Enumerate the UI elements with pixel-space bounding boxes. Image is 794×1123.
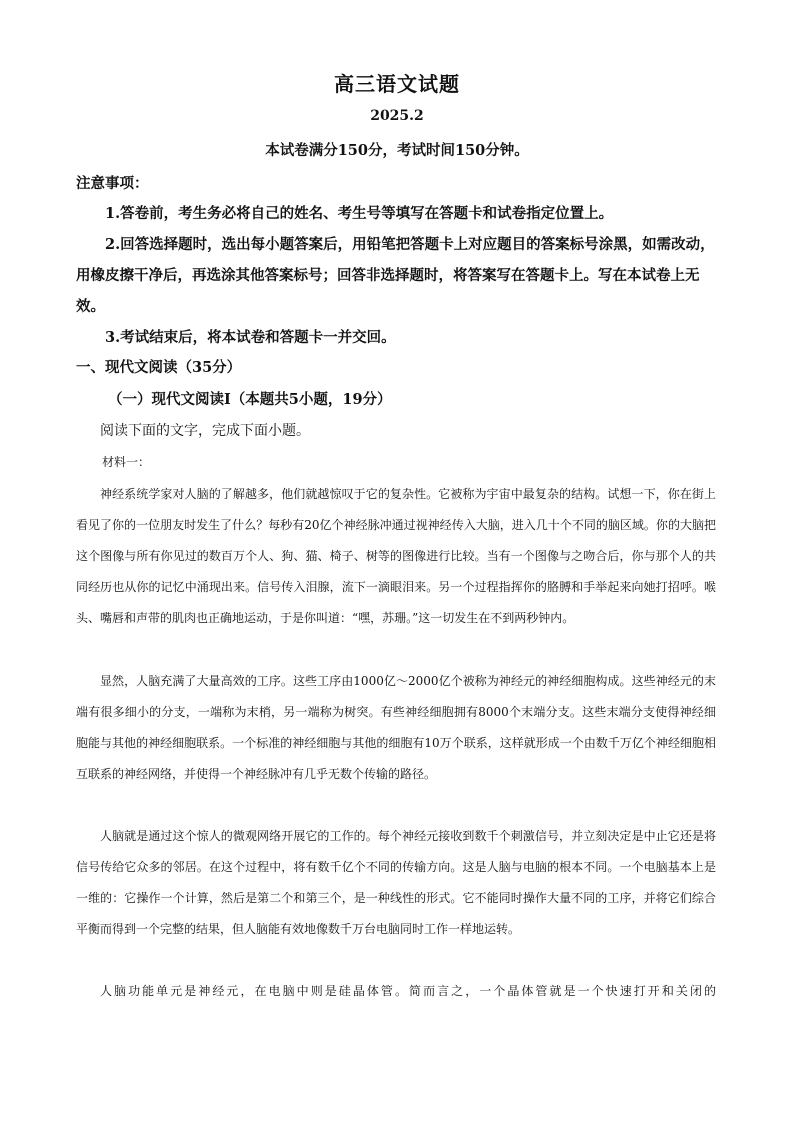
paragraph-2: 显然，人脑充满了大量高效的工序。这些工序由1000亿～2000亿个被称为神经元的神经细胞构成。这些神经元的末端有很多细小的分支，一端称为末梢，另一端称为树突。有些神经细胞拥有8000个末端分支。这些末端分支使得神经细胞能与其他的神经细胞联系。一个标准的神经细胞与其他的细胞有10万个联系，这样就形成一个由数千万亿个神经细胞相互联系的神经网络，并使得一个神经脉冲有几乎无数个传输的路径。 <box>76 674 716 781</box>
notice-item-2: 2.回答选择题时，选出每小题答案后，用铅笔把答题卡上对应题目的答案标号涂黑，如需改动，用橡皮擦干净后，再选涂其他答案标号；回答非选择题时，将答案写在答题卡上。写在本试卷上无效。 <box>76 236 715 315</box>
section-heading: 一、现代文阅读（35分） <box>76 359 242 376</box>
exam-date: 2025.2 <box>370 108 424 124</box>
notice-heading: 注意事项： <box>76 175 149 192</box>
paragraph-4: 人脑功能单元是神经元，在电脑中则是硅晶体管。简而言之，一个晶体管就是一个快速打开和关闭的 <box>100 984 716 998</box>
score-time-note: 本试卷满分150分，考试时间150分钟。 <box>265 142 529 159</box>
paragraph-1: 神经系统学家对人脑的了解越多，他们就越惊叹于它的复杂性。它被称为宇宙中最复杂的结构。试想一下，你在街上看见了你的一位朋友时发生了什么？每秒有20亿个神经脉冲通过视神经传入大脑，进入几十个不同的脑区域。你的大脑把这个图像与所有你见过的数百万个人、狗、猫、椅子、树等的图像进行比较。当有一个图像与之吻合后，你与那个人的共同经历也从你的记忆中涌现出来。信号传入泪腺，流下一滴眼泪来。另一个过程指挥你的胳膊和手举起来向她打招呼。喉头、嘴唇和声带的肌肉也正确地运动，于是你叫道：“嘿，苏珊。”这一切发生在不到两秒钟内。 <box>76 487 716 625</box>
notice-item-3: 3.考试结束后，将本试卷和答题卡一并交回。 <box>105 329 396 346</box>
subsection-heading: （一）现代文阅读Ⅰ（本题共5小题，19分） <box>108 391 392 408</box>
paragraph-3: 人脑就是通过这个惊人的微观网络开展它的工作的。每个神经元接收到数千个刺激信号，并立刻决定是中止它还是将信号传给它众多的邻居。在这个过程中，将有数千亿个不同的传输方向。这是人脑与电脑的根本不同。一个电脑基本上是一维的：它操作一个计算，然后是第二个和第三个，是一种线性的形式。它不能同时操作大量不同的工序，并将它们综合平衡而得到一个完整的结果，但人脑能有效地像数千万台电脑同时工作一样地运转。 <box>76 829 716 936</box>
reading-instruction: 阅读下面的文字，完成下面小题。 <box>100 423 310 439</box>
notice-item-1: 1.答卷前，考生务必将自己的姓名、考生号等填写在答题卡和试卷指定位置上。 <box>105 205 614 222</box>
material-label: 材料一： <box>102 455 151 469</box>
exam-title: 高三语文试题 <box>334 72 460 96</box>
